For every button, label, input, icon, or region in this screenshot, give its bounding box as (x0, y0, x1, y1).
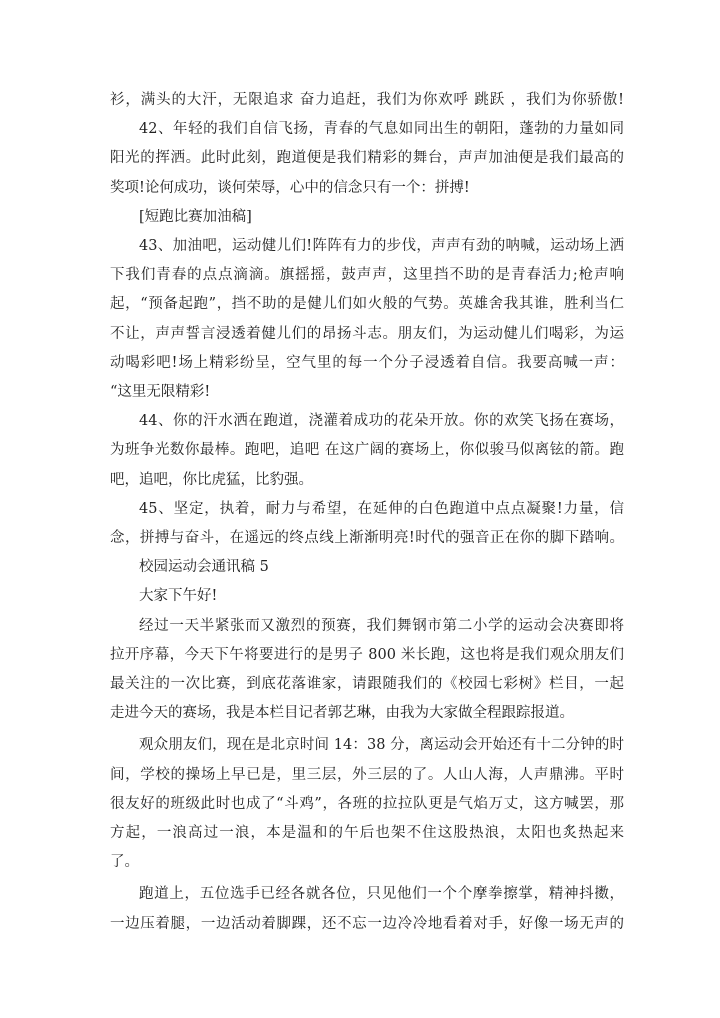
text-line: 拉开序幕，今天下午将要进行的是男子 800 米长跑，这也将是我们观众朋友们 (110, 646, 624, 663)
paragraph-start-line: 观众朋友们，现在是北京时间 14：38 分，离运动会开始还有十二分钟的时 (139, 737, 624, 754)
text-line: 下我们青春的点点滴滴。旗摇摇，鼓声声，这里挡不助的是青春活力;枪声响 (110, 267, 624, 284)
text-line: 为班争光数你最棒。跑吧，追吧 在这广阔的赛场上，你似骏马似离铉的箭。跑 (110, 442, 624, 459)
paragraph-start-line: 跑道上，五位选手已经各就各位，只见他们一个个摩拳擦掌，精神抖擞， (139, 886, 624, 903)
text-line: 一边压着腿，一边活动着脚踝，还不忘一边冷冷地看着对手，好像一场无声的 (110, 915, 624, 932)
text-line: 很友好的班级此时也成了“斗鸡”，各班的拉拉队更是气焰万丈，这方喊罢，那 (110, 795, 624, 812)
text-line: 动喝彩吧!场上精彩纷呈，空气里的每一个分子浸透着自信。我要高喊一声： (110, 354, 624, 371)
text-line: 阳光的挥洒。此时此刻，跑道便是我们精彩的舞台，声声加油便是我们最高的 (110, 150, 624, 167)
text-line: 间，学校的操场上早已是，里三层，外三层的了。人山人海，人声鼎沸。平时 (110, 766, 624, 783)
text-line: 奖项!论何成功，谈何荣辱，心中的信念只有一个：拼搏! (110, 179, 470, 196)
text-line: 念，拼搏与奋斗，在遥远的终点线上渐渐明亮!时代的强音正在你的脚下踏响。 (110, 530, 624, 547)
paragraph-start-line: 42、年轻的我们自信飞扬，青春的气息如同出生的朝阳，蓬勃的力量如同 (139, 121, 624, 138)
text-line: 方起，一浪高过一浪，本是温和的午后也架不住这股热浪，太阳也炙热起来 (110, 825, 624, 842)
paragraph-start-line: 经过一天半紧张而又激烈的预赛，我们舞钢市第二小学的运动会决赛即将 (139, 617, 624, 634)
text-line: 了。 (110, 854, 139, 871)
greeting-line: 大家下午好! (139, 588, 218, 605)
text-line: 最关注的一次比赛，到底花落谁家，请跟随我们的《校园七彩树》栏目，一起 (110, 676, 624, 693)
text-line: 走进今天的赛场，我是本栏目记者郭艺琳，由我为大家做全程跟踪报道。 (110, 705, 574, 722)
section-heading: [短跑比赛加油稿] (139, 208, 252, 225)
paragraph-start-line: 43、加油吧，运动健儿们!阵阵有力的步伐，声声有劲的呐喊，运动场上洒 (139, 238, 624, 255)
paragraph-start-line: 44、你的汗水洒在跑道，浇灌着成功的花朵开放。你的欢笑飞扬在赛场， (139, 413, 624, 430)
text-line: “这里无限精彩! (110, 384, 211, 401)
paragraph-start-line: 45、坚定，执着，耐力与希望，在延伸的白色跑道中点点凝聚!力量，信 (139, 500, 624, 517)
text-line: 不让，声声誓言浸透着健儿们的昂扬斗志。朋友们，为运动健儿们喝彩，为运 (110, 325, 624, 342)
text-line: 吧，追吧，你比虎猛，比豹强。 (110, 471, 313, 488)
text-line: 起，“预备起跑”，挡不助的是健儿们如火般的气势。英雄舍我其谁，胜利当仁 (110, 296, 624, 313)
article-title: 校园运动会通讯稿 5 (139, 559, 269, 576)
text-line: 衫，满头的大汗，无限追求 奋力追赶，我们为你欢呼 跳跃 ，我们为你骄傲! (110, 92, 624, 108)
